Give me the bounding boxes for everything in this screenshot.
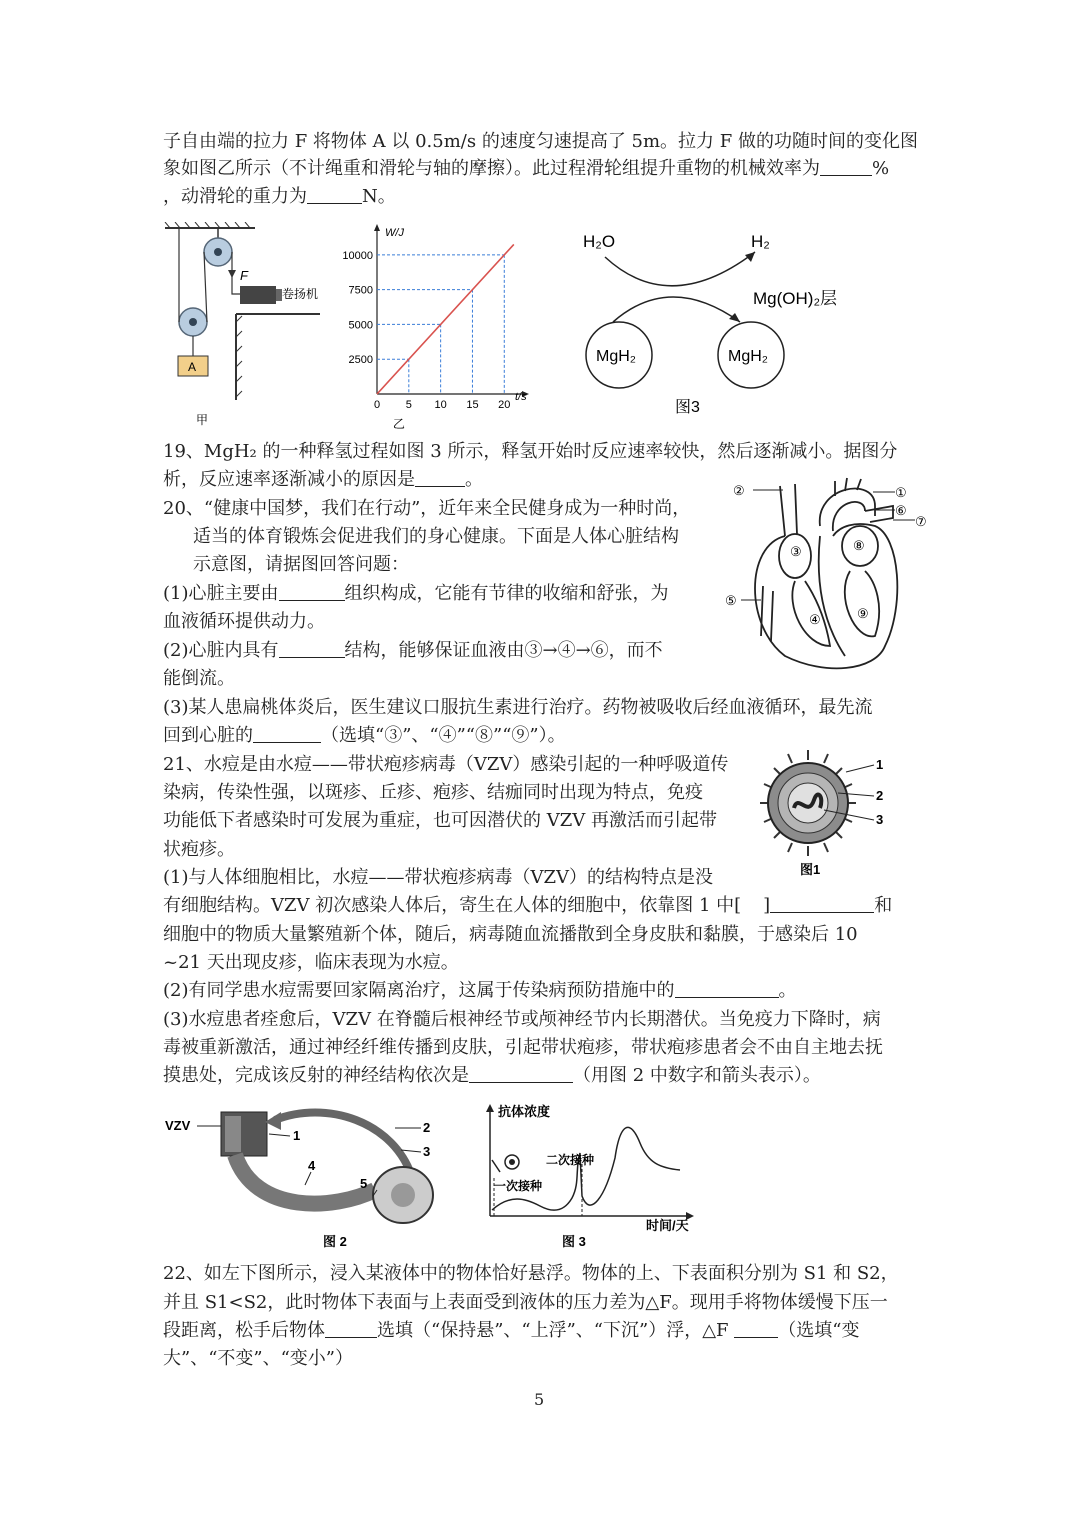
chart-work-line	[377, 244, 514, 394]
heart-diagram	[725, 476, 935, 676]
q21-bracket-blank[interactable]	[741, 895, 763, 913]
nerve-label-4: 4	[308, 1158, 316, 1173]
chart-x-label: t/s	[515, 391, 527, 403]
q20-chamber-blank[interactable]	[253, 724, 321, 743]
q20-line-2: 适当的体育锻炼会促进我们的身心健康。下面是人体心脏结构	[193, 526, 679, 547]
mgh2-reaction-figure	[575, 222, 845, 422]
heart-label-8: ⑧	[853, 538, 865, 553]
antibody-xlabel: 时间/天	[646, 1218, 689, 1233]
q20-line-1: 20、“健康中国梦，我们在行动”，近年来全民健身成为一种时尚，	[163, 498, 691, 519]
q18-line-2: 象如图乙所示（不计绳重和滑轮与轴的摩擦）。此过程滑轮组提升重物的机械效率为 %	[163, 158, 890, 179]
q19-blank[interactable]	[415, 468, 465, 487]
q21-reflex-blank[interactable]	[469, 1064, 573, 1083]
nerve-label-1: 1	[293, 1128, 301, 1143]
chart-y-tick-label: 5000	[348, 319, 373, 332]
mgh2-left-label: MgH₂	[596, 348, 636, 365]
figure-3-caption: 图3	[675, 399, 700, 416]
heart-label-2: ②	[733, 483, 745, 498]
q21-line-10: (3)水痘患者痊愈后，VZV 在脊髓后根神经节或颅神经节内长期潜伏。当免疫力下降时，病	[163, 1009, 881, 1030]
heart-label-9: ⑨	[857, 606, 869, 621]
pulley-weight-blank[interactable]	[307, 185, 362, 204]
heart-label-7: ⑦	[915, 514, 927, 529]
nerve-label-5: 5	[360, 1176, 368, 1191]
q21-line-9: (2)有同学患水痘需要回家隔离治疗，这属于传染病预防措施中的 。	[163, 980, 797, 1001]
nerve-reflex-figure	[165, 1100, 445, 1250]
q22-line-4: 大”、“不变”、“变小”）	[163, 1348, 354, 1369]
heart-label-3: ③	[790, 544, 802, 559]
q20-line-4: (1)心脏主要由 组织构成，它能有节律的收缩和舒张，为	[163, 583, 669, 604]
virus-label-2: 2	[876, 788, 884, 803]
q21-line-2: 染病，传染性强，以斑疹、丘疹、疱疹、结痂同时出现为特点，免疫	[163, 782, 703, 803]
figure-jia-caption: 甲	[196, 413, 209, 427]
heart-label-4: ④	[809, 612, 821, 627]
chart-caption: 乙	[392, 417, 405, 431]
work-time-chart	[340, 222, 540, 432]
q21-line-3: 功能低下者感染时可发展为重症，也可因潜伏的 VZV 再激活而引起带	[163, 810, 717, 831]
q21-line-11: 毒被重新激活，通过神经纤维传播到皮肤，引起带状疱疹，带状疱疹患者会不由自主地去抚	[163, 1037, 883, 1058]
virus-label-3: 3	[876, 812, 884, 827]
q22-line-2: 并且 S1<S2，此时物体下表面与上表面受到液体的压力差为△F。现用手将物体缓慢下压一	[163, 1292, 888, 1313]
virus-figure	[758, 748, 898, 878]
block-a-label: A	[188, 360, 197, 374]
q22-line-1: 22、如左下图所示，浸入某液体中的物体恰好悬浮。物体的上、下表面积分别为 S1 和 S2，	[163, 1263, 899, 1284]
mgoh2-layer-label: Mg(OH)₂层	[753, 289, 838, 308]
nerve-label-3: 3	[423, 1144, 431, 1159]
chart-x-tick-label: 5	[405, 399, 412, 411]
nerve-label-2: 2	[423, 1120, 431, 1135]
nerve-figure-caption: 图 2	[323, 1234, 347, 1249]
q22-pressure-blank[interactable]	[734, 1319, 778, 1338]
q19-line-2: 析，反应速率逐渐减小的原因是 。	[163, 469, 483, 490]
q20-line-5: 血液循环提供动力。	[163, 611, 325, 632]
antibody-figure-caption: 图 3	[562, 1234, 586, 1249]
virus-label-1: 1	[876, 757, 884, 772]
chart-x-tick-label: 10	[434, 399, 447, 411]
q20-structure-blank[interactable]	[279, 639, 345, 658]
virus-caption: 图1	[800, 862, 821, 877]
q20-line-6: (2)心脏内具有 结构，能够保证血液由③→④→⑥，而不	[163, 640, 663, 661]
heart-label-1: ①	[895, 485, 907, 500]
chart-y-tick-label: 10000	[342, 249, 373, 262]
q20-line-8: (3)某人患扁桃体炎后，医生建议口服抗生素进行治疗。药物被吸收后经血液循环，最先流	[163, 697, 873, 718]
q19-line-1: 19、MgH₂ 的一种释氢过程如图 3 所示，释氢开始时反应速率较快，然后逐渐减小。据图分	[163, 441, 898, 462]
q18-line-1: 子自由端的拉力 F 将物体 A 以 0.5m/s 的速度匀速提高了 5m。拉力 F 做的功随时间的变化图	[163, 131, 918, 152]
q20-line-7: 能倒流。	[163, 668, 235, 689]
h2o-label: H₂O	[583, 232, 616, 251]
q20-line-3: 示意图，请据图回答问题：	[193, 554, 409, 575]
chart-y-tick-label: 7500	[348, 284, 373, 297]
heart-label-6: ⑥	[895, 503, 907, 518]
chart-y-label: W/J	[385, 227, 404, 239]
pulley-figure	[160, 222, 340, 432]
page-number: 5	[534, 1390, 545, 1409]
chart-x-tick-label: 20	[498, 399, 511, 411]
antibody-figure	[480, 1098, 710, 1250]
chart-y-axis-arrow	[374, 224, 380, 231]
q21-line-1: 21、水痘是由水痘——带状疱疹病毒（VZV）感染引起的一种呼吸道传	[163, 754, 729, 775]
q21-line-5: (1)与人体细胞相比，水痘——带状疱疹病毒（VZV）的结构特点是没	[163, 867, 713, 888]
second-vaccination-label: 二次接种	[546, 1153, 595, 1167]
q22-line-3: 段距离，松手后物体 选填（“保持悬”、“上浮”、“下沉”）浮，△F （选填“变	[163, 1320, 860, 1341]
q21-prevention-blank[interactable]	[675, 979, 779, 998]
efficiency-blank[interactable]	[820, 157, 872, 176]
h2-label: H₂	[751, 232, 770, 251]
q21-line-6: 有细胞结构。VZV 初次感染人体后，寄生在人体的细胞中，依靠图 1 中[ ] 和	[163, 895, 893, 916]
q21-line-8: ~21 天出现皮疹，临床表现为水痘。	[163, 952, 459, 973]
chart-x-tick-label: 0	[373, 399, 381, 411]
first-vaccination-label: 一次接种	[494, 1179, 543, 1193]
q21-structure-blank[interactable]	[770, 894, 874, 913]
force-label: F	[240, 268, 248, 283]
vzv-label: VZV	[165, 1118, 191, 1133]
q21-line-12: 摸患处，完成该反射的神经结构依次是 （用图 2 中数字和箭头表示）。	[163, 1065, 821, 1086]
q22-float-blank[interactable]	[325, 1319, 377, 1338]
q21-line-7: 细胞中的物质大量繁殖新个体，随后，病毒随血流播散到全身皮肤和黏膜，于感染后 10	[163, 924, 858, 945]
q20-tissue-blank[interactable]	[279, 582, 345, 601]
winch-label: 卷扬机	[282, 287, 319, 301]
antibody-ylabel: 抗体浓度	[498, 1104, 551, 1119]
chart-y-tick-label: 2500	[348, 354, 373, 367]
mgh2-right-label: MgH₂	[728, 348, 768, 365]
heart-label-5: ⑤	[725, 593, 737, 608]
chart-x-tick-label: 15	[466, 399, 479, 411]
q21-line-4: 状疱疹。	[163, 839, 235, 860]
q18-line-3: ，动滑轮的重力为 N。	[163, 186, 396, 207]
q20-line-9: 回到心脏的 （选填“③”、“④”“⑧”“⑨”）。	[163, 725, 566, 746]
